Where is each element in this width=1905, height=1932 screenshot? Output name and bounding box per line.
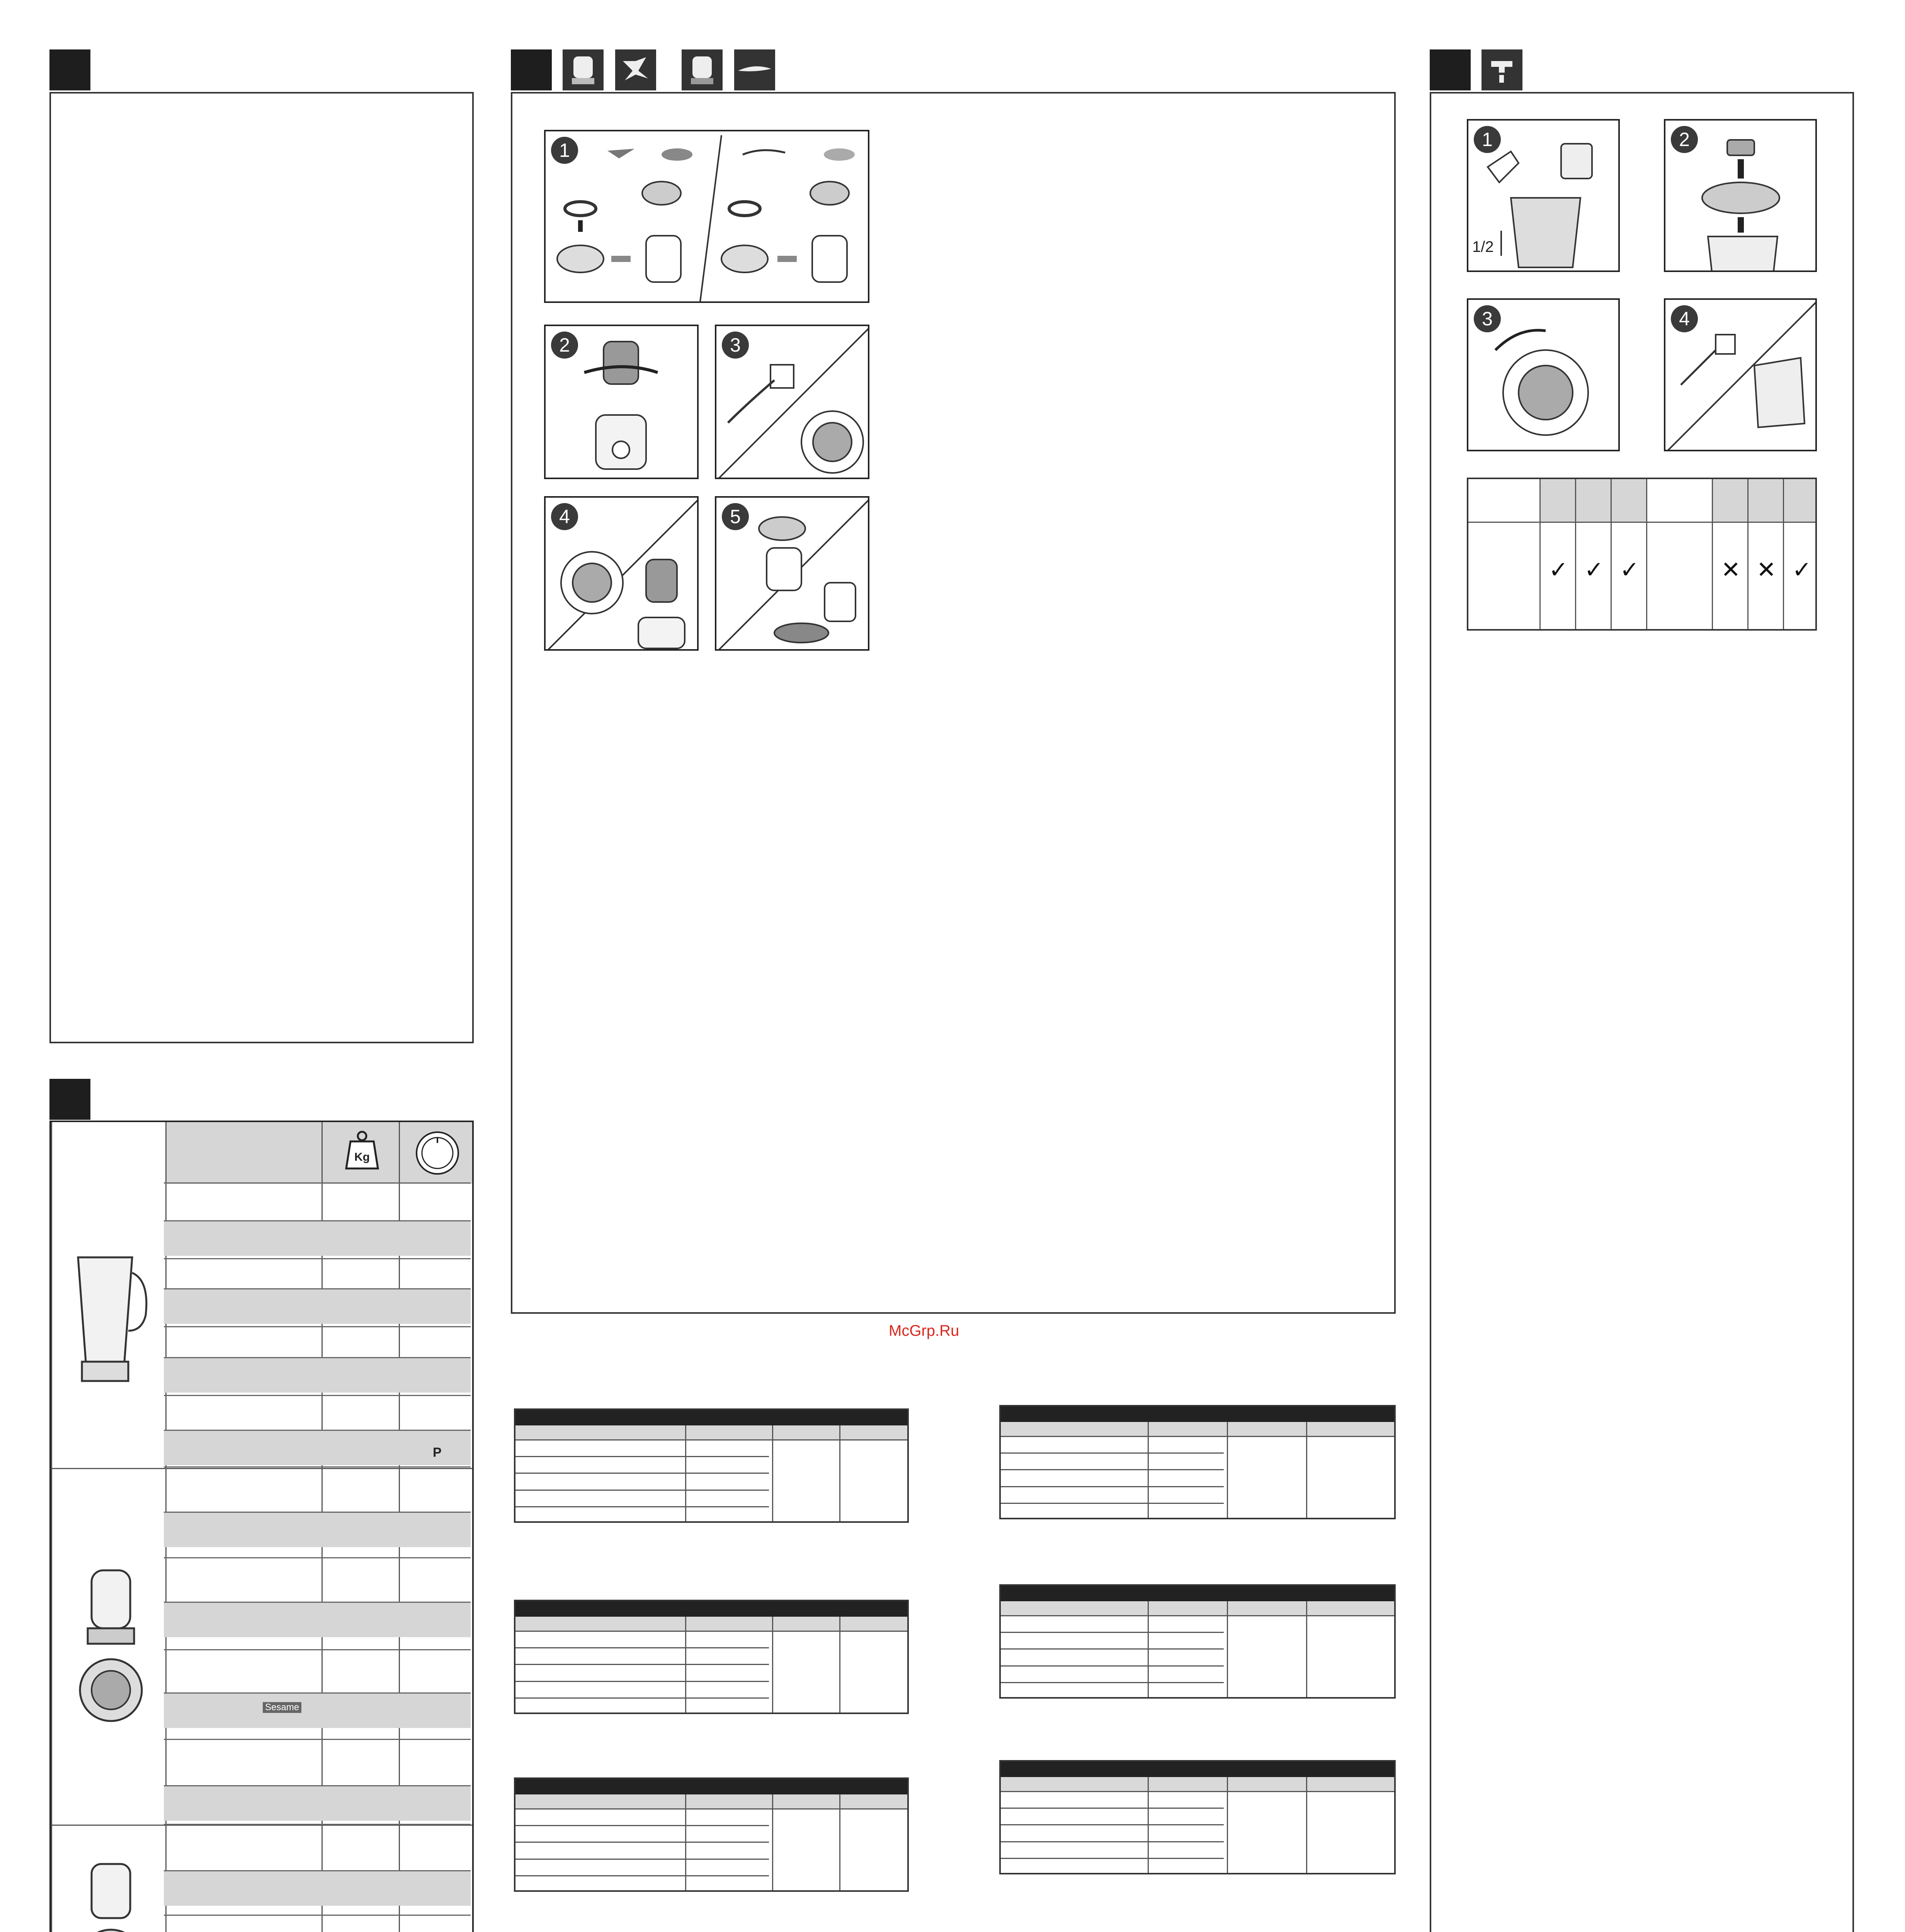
section-tab-3 — [511, 49, 552, 90]
section-tab-4 — [1430, 49, 1471, 90]
spec-table — [999, 1405, 1396, 1519]
usage-row-line — [164, 1326, 471, 1327]
clean-mark-base-tap: ✕ — [1721, 556, 1741, 583]
chutney-jar-icon — [682, 49, 723, 90]
clean-mark-tap: ✓ — [1549, 556, 1568, 583]
clean-step-1-panel — [1467, 119, 1620, 272]
clean-step-2-number: 2 — [1671, 126, 1698, 153]
spec-table — [514, 1600, 909, 1714]
clean-mark-cloth: ✓ — [1620, 556, 1640, 583]
usage-row-line — [164, 1512, 471, 1513]
clean-mark-base-dishwasher: ✕ — [1757, 556, 1776, 583]
step-3-number: 3 — [722, 332, 749, 359]
spec-table — [999, 1584, 1396, 1699]
usage-row-line — [164, 1915, 471, 1916]
usage-row-shade — [164, 1512, 471, 1547]
clean-mark-dishwasher: ✓ — [1584, 556, 1604, 583]
usage-row-shade — [164, 1288, 471, 1324]
clean-step-4-panel — [1664, 298, 1817, 451]
kg-weight-icon — [345, 1130, 379, 1172]
kg-label: Kg — [354, 1151, 370, 1163]
section-tab-2 — [49, 1079, 90, 1120]
usage-row-shade — [164, 1692, 471, 1728]
fill-mark-label: 1/2 — [1472, 238, 1494, 255]
usage-row-shade — [164, 1870, 471, 1906]
usage-row-line — [164, 1182, 471, 1184]
sesame-label: Sesame — [263, 1702, 301, 1713]
usage-row-line — [164, 1357, 471, 1358]
usage-row-shade — [164, 1602, 471, 1637]
usage-row-line — [164, 1785, 471, 1786]
step-5-number: 5 — [722, 503, 749, 530]
left-text-panel — [49, 92, 474, 1043]
step-2-number: 2 — [551, 332, 578, 359]
blender-jar-illustration — [66, 1250, 151, 1389]
chutney-jar-illustration — [78, 1860, 144, 1932]
spec-table — [514, 1408, 909, 1523]
grinder-jar-icon — [563, 49, 604, 90]
step-4-panel — [544, 496, 699, 651]
step-1-panel — [544, 130, 869, 303]
usage-row-line — [164, 1824, 471, 1825]
grinding-blade-icon — [615, 49, 656, 90]
usage-row-line — [164, 1739, 471, 1740]
usage-row-line — [164, 1466, 471, 1468]
clean-step-2-panel — [1664, 119, 1817, 272]
pulse-label: P — [433, 1445, 442, 1460]
step-5-panel — [715, 496, 869, 651]
watermark: McGrp.Ru — [889, 1322, 959, 1339]
usage-row-line — [164, 1430, 471, 1431]
spec-table — [999, 1760, 1396, 1874]
usage-row-shade — [164, 1430, 471, 1465]
step-4-number: 4 — [551, 503, 578, 530]
usage-row-line — [164, 1692, 471, 1694]
chopping-blade-icon — [734, 49, 775, 90]
cleaning-table — [1467, 478, 1817, 631]
usage-row-shade — [164, 1220, 471, 1256]
usage-row-shade — [164, 1357, 471, 1393]
usage-row-line — [164, 1258, 471, 1259]
step-1-number: 1 — [551, 137, 578, 164]
faucet-icon — [1481, 49, 1522, 90]
section-tab-1 — [49, 49, 90, 90]
usage-row-shade — [164, 1785, 471, 1821]
clean-step-3-panel — [1467, 298, 1620, 451]
clean-step-4-number: 4 — [1671, 305, 1698, 332]
step-3-panel — [715, 325, 869, 479]
usage-row-line — [164, 1220, 471, 1221]
grinder-jar-illustration — [78, 1566, 144, 1729]
usage-row-line — [164, 1602, 471, 1603]
usage-row-line — [164, 1870, 471, 1871]
usage-row-line — [164, 1557, 471, 1558]
usage-row-line — [164, 1395, 471, 1396]
step-2-panel — [544, 325, 699, 479]
clean-step-1-number: 1 — [1474, 126, 1501, 153]
usage-row-line — [164, 1288, 471, 1289]
speed-dial-icon — [414, 1130, 461, 1176]
spec-table — [514, 1777, 909, 1892]
clean-step-3-number: 3 — [1474, 305, 1501, 332]
clean-mark-base-cloth: ✓ — [1792, 556, 1812, 583]
usage-row-line — [164, 1649, 471, 1650]
